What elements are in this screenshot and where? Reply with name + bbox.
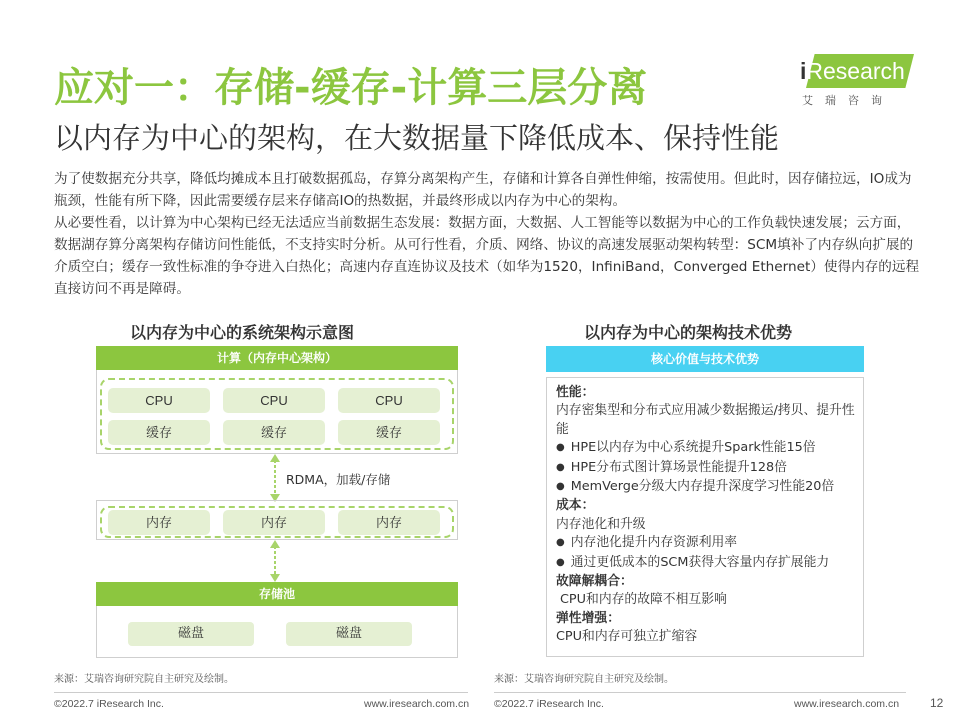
cost-item: ● 内存池化提升内存资源利用率 — [556, 534, 860, 553]
cpu-cell: CPU — [338, 388, 440, 413]
perf-item: ● HPE分布式图计算场景性能提升128倍 — [556, 459, 860, 478]
cpu-cell: CPU — [108, 388, 210, 413]
cost-item: ● 通过更低成本的SCM获得大容量内存扩展能力 — [556, 554, 860, 573]
cache-cell: 缓存 — [108, 420, 210, 445]
cost-heading: 成本： — [556, 498, 595, 514]
rdma-label: RDMA，加载/存储 — [286, 472, 391, 487]
cost-description: 内存池化和升级 — [556, 516, 646, 532]
page-subtitle: 以内存为中心的架构，在大数据量下降低成本、保持性能 — [54, 121, 780, 155]
fault-description: CPU和内存的故障不相互影响 — [560, 592, 727, 608]
storage-arrow-icon — [268, 540, 282, 582]
logo-subtitle: 艾瑞咨询 — [802, 94, 894, 107]
core-value-bar: 核心价值与技术优势 — [546, 346, 864, 372]
iresearch-logo — [792, 50, 914, 110]
cache-cell: 缓存 — [338, 420, 440, 445]
logo-i: i — [800, 58, 807, 84]
logo-wordmark — [800, 58, 905, 85]
perf-heading: 性能： — [556, 385, 595, 400]
footer-url-left[interactable]: www.iresearch.com.cn — [364, 698, 470, 710]
cpu-cell: CPU — [223, 388, 325, 413]
memory-cell: 内存 — [338, 510, 440, 535]
disk-cell: 磁盘 — [286, 622, 412, 646]
page-number: 12 — [930, 696, 944, 710]
right-source-note: 来源：艾瑞咨询研究院自主研究及绘制。 — [494, 674, 674, 685]
intro-paragraph-1: 为了使数据充分共享，降低均摊成本且打破数据孤岛，存算分离架构产生，存储和计算各自弹性伸缩，按需使用。但此时，因存储拉远，IO成为瓶颈，性能有所下降，因此需要缓存层来存储高IO的热数据，并最终形成以内存为中心的架构。 — [54, 171, 912, 209]
left-diagram-title: 以内存为中心的系统架构示意图 — [130, 323, 355, 342]
compute-bar: 计算（内存中心架构） — [96, 346, 458, 370]
page-title: 应对一：存储-缓存-计算三层分离 — [54, 65, 648, 111]
footer-divider-right — [494, 692, 906, 693]
footer-copyright-right: ©2022.7 iResearch Inc. — [494, 698, 604, 710]
rdma-arrow-icon — [268, 454, 282, 502]
fault-heading: 故障解耦合： — [556, 574, 633, 590]
right-panel-title: 以内存为中心的架构技术优势 — [584, 323, 793, 342]
memory-cell: 内存 — [223, 510, 325, 535]
cache-cell: 缓存 — [223, 420, 325, 445]
advantages-list — [556, 384, 860, 647]
perf-description: 内存密集型和分布式应用减少数据搬运/拷贝、提升性能 — [556, 403, 855, 437]
footer-copyright-left: ©2022.7 iResearch Inc. — [54, 698, 164, 710]
left-source-note: 来源：艾瑞咨询研究院自主研究及绘制。 — [54, 674, 234, 685]
perf-item: ● HPE以内存为中心系统提升Spark性能15倍 — [556, 439, 860, 458]
storage-pool-bar: 存储池 — [96, 582, 458, 606]
memory-cell: 内存 — [108, 510, 210, 535]
disk-cell: 磁盘 — [128, 622, 254, 646]
intro-text — [54, 168, 922, 300]
intro-paragraph-2: 从必要性看，以计算为中心架构已经无法适应当前数据生态发展：数据方面，大数据、人工智能等以数据为中心的工作负载快速发展；云方面，数据湖存算分离架构存储访问性能低，不支持实时分析。从可行性看，介质、网络、协议的高速发展驱动架构转型：SCM填补了内存纵向扩展的介质空白；缓存一致性标准的争夺进入白热化；高速内存直连协议及技术（如华为1520，InfiniBand，Converged Ethernet）使得内存的远程直接访问不再是障碍。 — [54, 215, 920, 297]
elastic-heading: 弹性增强： — [556, 610, 620, 626]
elastic-description: CPU和内存可独立扩缩容 — [556, 629, 698, 645]
footer-url-right[interactable]: www.iresearch.com.cn — [794, 698, 900, 710]
logo-research: Research — [806, 58, 905, 84]
footer-divider-left — [54, 692, 468, 693]
perf-item: ● MemVerge分级大内存提升深度学习性能20倍 — [556, 478, 860, 497]
